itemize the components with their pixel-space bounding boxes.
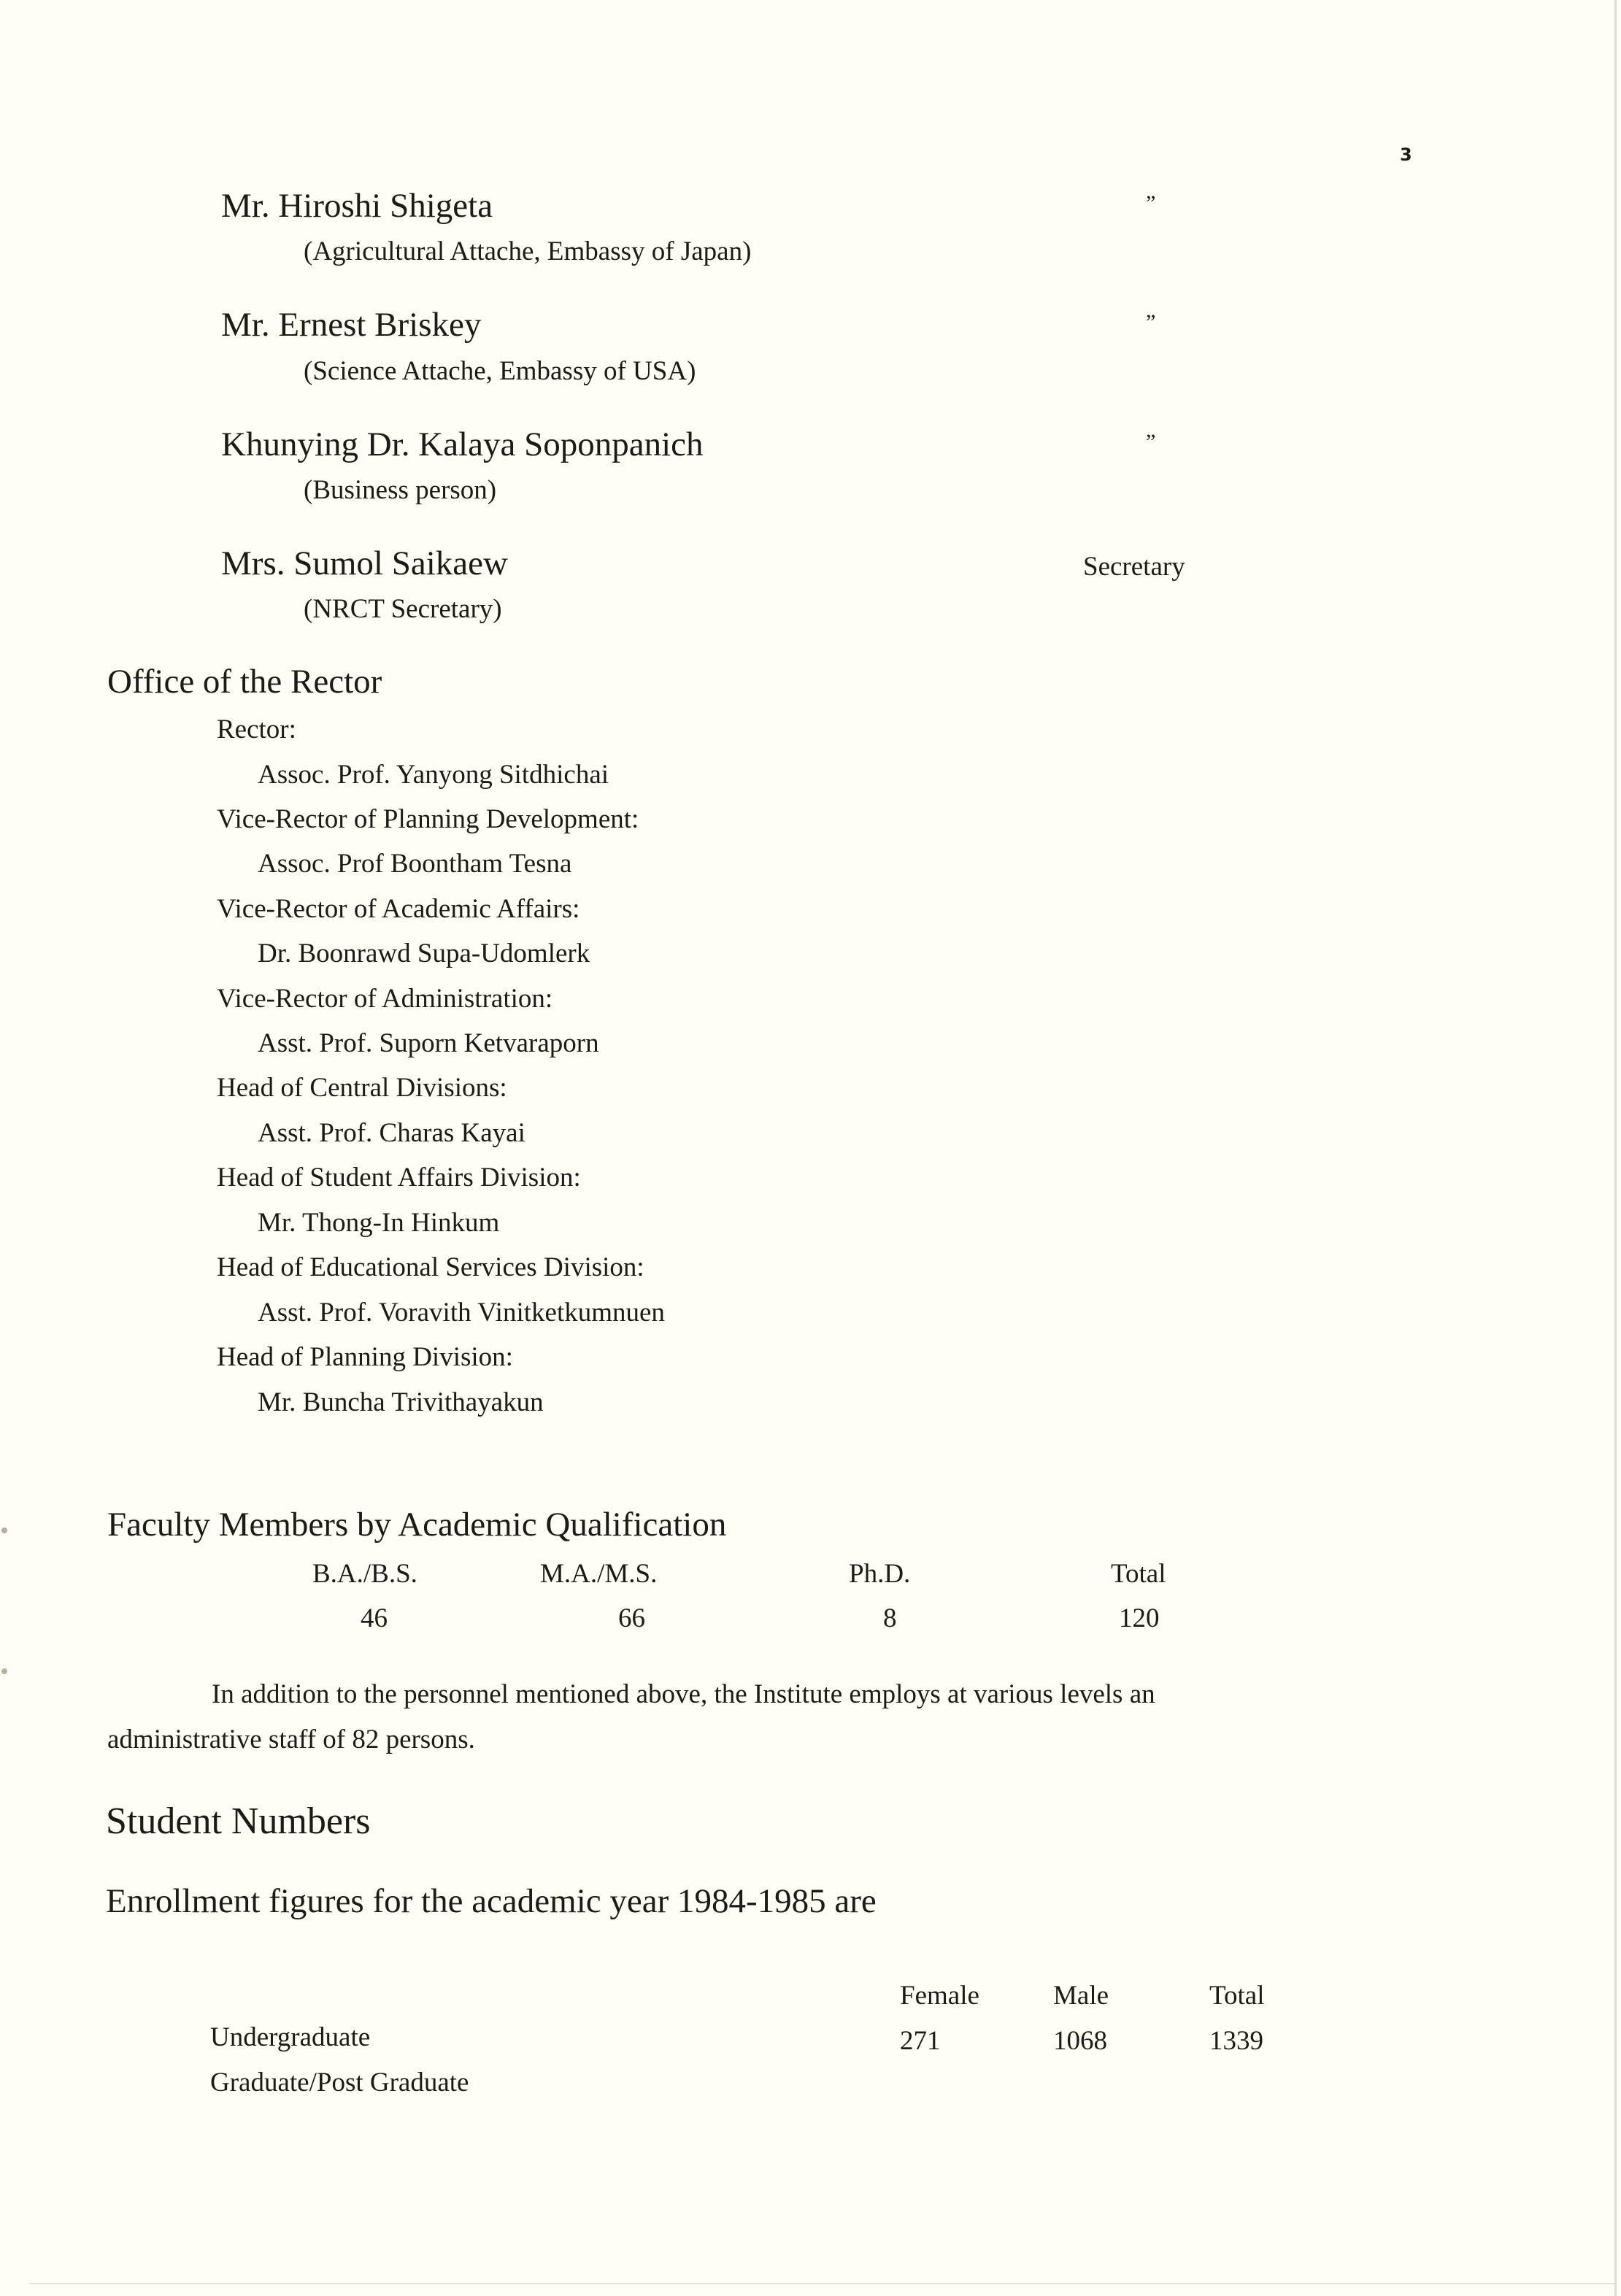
table-cell: 120 [1119,1603,1160,1633]
position-title: Head of Central Divisions: [217,1073,507,1103]
page-edge-bottom [29,2283,1614,2284]
position-title: Rector: [217,714,296,744]
position-holder: Asst. Prof. Charas Kayai [258,1118,525,1148]
section-subheading: Enrollment figures for the academic year 1984-1985 are [106,1882,877,1920]
member-description: (NRCT Secretary) [304,594,502,624]
position-title: Head of Planning Division: [217,1342,513,1372]
section-heading: Office of the Rector [107,663,382,701]
position-holder: Mr. Thong-In Hinkum [258,1208,500,1238]
member-description: (Agricultural Attache, Embassy of Japan) [304,236,752,266]
binder-mark [1,1668,7,1674]
member-role-ditto: ” [1146,310,1158,334]
table-cell: 46 [361,1603,388,1633]
position-holder: Dr. Boonrawd Supa-Udomlerk [258,939,590,968]
page-number: 3 [1400,145,1412,165]
position-title: Vice-Rector of Administration: [217,984,553,1014]
member-role: Secretary [1083,552,1185,582]
row-label: Graduate/Post Graduate [210,2068,469,2097]
section-heading: Faculty Members by Academic Qualification [107,1506,727,1544]
page-edge-right [1614,0,1617,2296]
position-title: Vice-Rector of Planning Development: [217,804,639,834]
paragraph-line: administrative staff of 82 persons. [107,1725,475,1754]
member-description: (Business person) [304,475,497,505]
member-role-ditto: ” [1146,191,1158,215]
table-cell: 271 [900,2026,941,2056]
column-header: Female [900,1981,979,2011]
column-header: B.A./B.S. [312,1559,417,1589]
table-cell: 1339 [1209,2026,1263,2056]
paragraph-line: In addition to the personnel mentioned above, the Institute employs at various levels an [212,1679,1155,1709]
position-title: Vice-Rector of Academic Affairs: [217,894,580,924]
member-name: Mr. Hiroshi Shigeta [221,187,493,225]
member-role-ditto: ” [1146,430,1158,454]
position-title: Head of Student Affairs Division: [217,1163,581,1193]
member-name: Mr. Ernest Briskey [221,306,482,344]
column-header: Total [1209,1981,1265,2011]
member-name: Khunying Dr. Kalaya Soponpanich [221,425,704,463]
column-header: Total [1111,1559,1166,1589]
binder-mark [1,1528,7,1533]
position-holder: Assoc. Prof Boontham Tesna [258,849,572,879]
member-name: Mrs. Sumol Saikaew [221,544,508,582]
row-label: Undergraduate [210,2022,371,2052]
section-heading: Student Numbers [106,1800,371,1842]
column-header: M.A./M.S. [540,1559,658,1589]
table-cell: 66 [618,1603,645,1633]
table-cell: 1068 [1053,2026,1107,2056]
position-holder: Assoc. Prof. Yanyong Sitdhichai [258,760,609,790]
column-header: Ph.D. [849,1559,911,1589]
position-title: Head of Educational Services Division: [217,1252,644,1282]
member-description: (Science Attache, Embassy of USA) [304,356,696,386]
position-holder: Mr. Buncha Trivithayakun [258,1387,544,1417]
position-holder: Asst. Prof. Suporn Ketvaraporn [258,1028,599,1058]
table-cell: 8 [883,1603,897,1633]
column-header: Male [1053,1981,1109,2011]
position-holder: Asst. Prof. Voravith Vinitketkumnuen [258,1298,665,1328]
